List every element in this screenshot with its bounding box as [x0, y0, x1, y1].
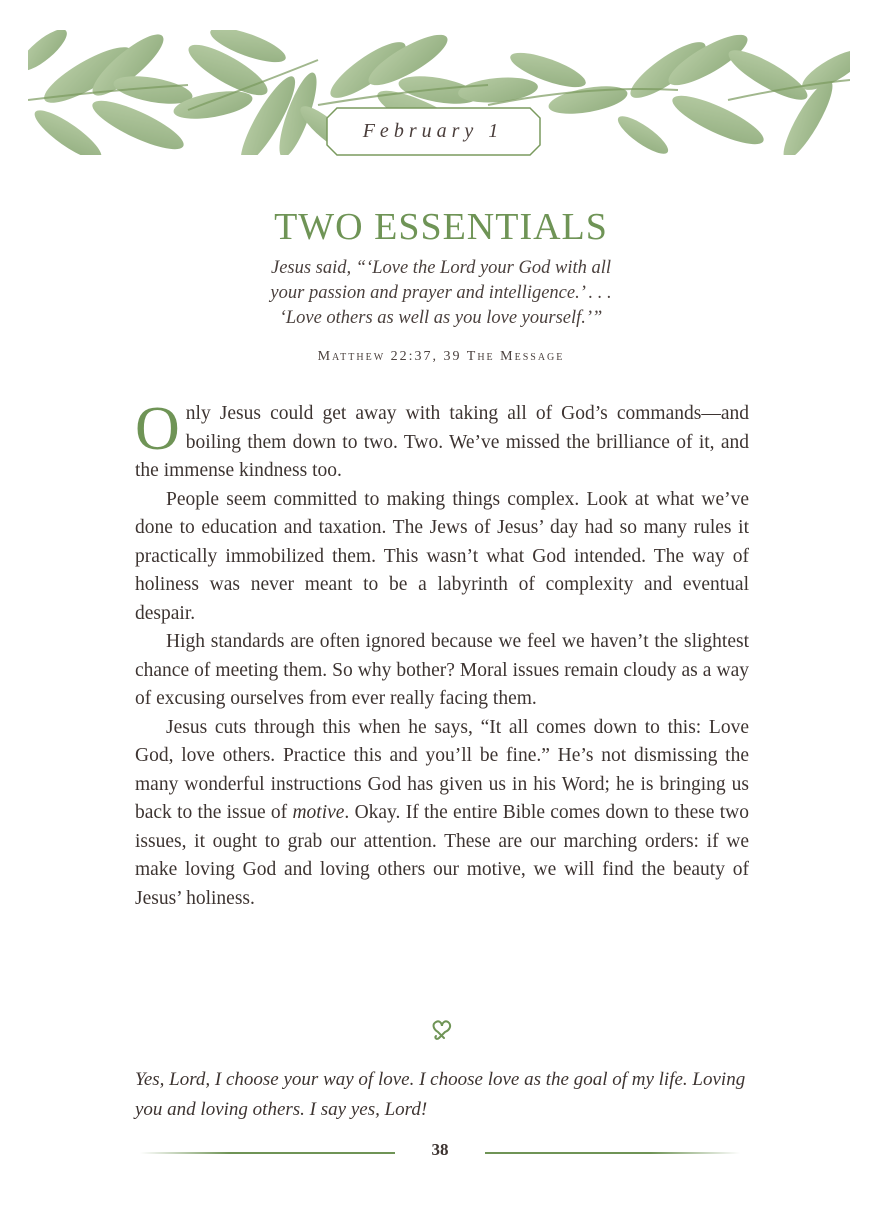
devotional-body [135, 395, 749, 913]
heart-knot-icon [430, 1018, 454, 1042]
emphasis-text: motive [292, 802, 345, 823]
footer-rule-right [485, 1152, 740, 1154]
paragraph-text: Jesus cuts through this when he says, “It all comes down to this: Love God, love others. Practice this and you’ll be fine.” He’s not dismissing the many wonderful instructions God has given us in his Word; he is bringing us back to the issue of [135, 716, 749, 823]
paragraph [135, 714, 749, 914]
page-title: TWO ESSENTIALS [274, 206, 608, 249]
verse-line: your passion and prayer and intelligence.’ . . . [270, 283, 612, 303]
page-number: 38 [431, 1140, 449, 1159]
verse-reference: Matthew 22:37, 39 The Message [317, 349, 565, 364]
page-footer [140, 1140, 740, 1164]
paragraph: People seem committed to making things complex. Look at what we’ve done to education and taxation. The Jews of Jesus’ day had so many rules it practically immobilized them. This wasn’t what God intended. The way of holiness was never meant to be a labyrinth of complexity and eventual despair. [135, 488, 749, 624]
verse-line: Jesus said, “‘Love the Lord your God with all [270, 258, 612, 278]
date-label: February 1 [362, 119, 504, 142]
closing-prayer: Yes, Lord, I choose your way of love. I choose love as the goal of my life. Loving you and loving others. I say yes, Lord! [135, 1069, 746, 1120]
verse-line: ‘Love others as well as you love yourself.’” [279, 308, 603, 328]
drop-cap: O [135, 395, 180, 463]
paragraph [135, 395, 749, 486]
scripture-verse [0, 256, 882, 331]
paragraph-text: . Okay. If the entire Bible comes down to these two issues, it ought to grab our attention. These are our marching orders: if we make loving God and loving others our motive, we will find the beauty of Jesus’ holiness. [135, 802, 749, 909]
paragraph: High standards are often ignored because we feel we haven’t the slightest chance of meeting them. So why bother? Moral issues remain cloudy as a way of excusing ourselves from ever really facing them. [135, 631, 749, 709]
paragraph-text: nly Jesus could get away with taking all of God’s commands—and boiling them down to two. Two. We’ve missed the brilliance of it, and the immense kindness too. [135, 403, 749, 481]
